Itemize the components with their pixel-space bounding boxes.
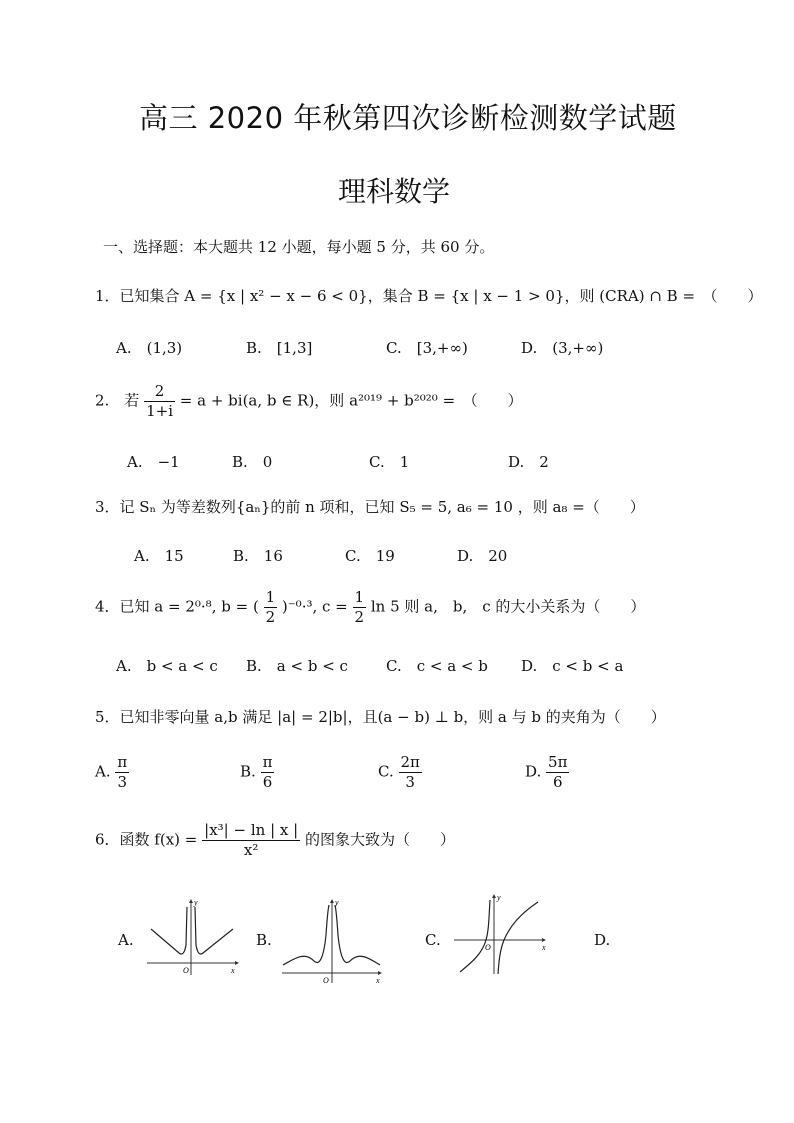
x-axis-label: x xyxy=(542,943,546,952)
graph-c xyxy=(452,890,552,976)
x-axis-arrow xyxy=(235,961,239,965)
page-title: 高三 2020 年秋第四次诊断检测数学试题 xyxy=(139,101,677,135)
question-1-option-b: B. [1,3] xyxy=(246,339,313,357)
question-1-option-c: C. [3,+∞) xyxy=(386,339,468,357)
fraction-numerator: |x³| − ln | x | xyxy=(204,821,299,839)
graph-b-label: B. xyxy=(256,931,272,949)
option-label: B. xyxy=(240,762,256,781)
graph-a xyxy=(143,895,243,977)
question-4-half-fraction xyxy=(264,590,278,625)
option-label: A. xyxy=(95,762,111,781)
question-4-option-d: D. c < b < a xyxy=(521,657,624,675)
question-1-stem: 1．已知集合 A = {x | x² − x − 6 < 0}，集合 B = {x | x − 1 > 0}，则 (CRA) ∩ B = （ ） xyxy=(95,287,763,305)
question-2-option-d: D. 2 xyxy=(508,453,549,471)
question-2-option-b: B. 0 xyxy=(232,453,273,471)
curve-right xyxy=(335,905,380,965)
question-5-option-c xyxy=(378,755,422,790)
origin-label: O xyxy=(183,966,189,975)
question-3-option-c: C. 19 xyxy=(345,547,395,565)
question-6-suffix: 的图象大致为（ ） xyxy=(304,830,455,849)
fraction-numerator: π xyxy=(262,753,273,771)
question-4-option-c: C. c < a < b xyxy=(386,657,488,675)
question-4-half-fraction-2 xyxy=(353,590,367,625)
question-3-option-a: A. 15 xyxy=(134,547,184,565)
curve-left xyxy=(460,900,490,972)
option-fraction xyxy=(546,755,569,790)
graph-a-label: A. xyxy=(118,931,134,949)
question-2-suffix: = a + bi(a, b ∈ R)，则 a²⁰¹⁹ + b²⁰²⁰ = （ ） xyxy=(179,391,523,410)
fraction-numerator: 2π xyxy=(400,753,420,771)
y-axis-label: y xyxy=(497,893,501,902)
question-4-stem xyxy=(95,590,645,625)
y-axis-label: y xyxy=(335,898,339,907)
question-5-option-d xyxy=(525,755,569,790)
graph-b xyxy=(280,895,386,985)
y-axis-arrow xyxy=(492,894,496,898)
question-1-option-d: D. (3,+∞) xyxy=(521,339,604,357)
option-fraction xyxy=(261,755,275,790)
graph-d-label: D. xyxy=(594,931,611,949)
question-2-prefix: 2. 若 xyxy=(95,391,140,410)
question-3-stem: 3．记 Sₙ 为等差数列{aₙ}的前 n 项和，已知 S₅ = 5, a₆ = 10 ，则 a₈ =（ ） xyxy=(95,498,645,516)
question-4-part-3: ln 5 则 a, b, c 的大小关系为（ ） xyxy=(370,597,646,616)
x-axis-arrow xyxy=(378,971,382,975)
origin-label: O xyxy=(485,943,491,952)
question-1-option-a: A. (1,3) xyxy=(116,339,183,357)
question-6-stem xyxy=(95,823,455,858)
section-heading: 一、选择题：本大题共 12 小题，每小题 5 分，共 60 分。 xyxy=(103,238,495,256)
question-4-part-1: 4．已知 a = 2⁰·⁸, b = ( xyxy=(95,597,259,616)
option-fraction xyxy=(399,755,422,790)
question-3-option-d: D. 20 xyxy=(457,547,508,565)
question-2-fraction xyxy=(144,384,175,419)
x-axis-label: x xyxy=(231,966,235,975)
fraction-denominator: 2 xyxy=(265,608,276,626)
question-2-option-a: A. −1 xyxy=(127,453,180,471)
origin-label: O xyxy=(323,976,329,985)
option-label: C. xyxy=(378,762,394,781)
question-2-stem xyxy=(95,384,523,419)
question-5-option-a xyxy=(95,755,129,790)
fraction-denominator: 3 xyxy=(117,773,128,791)
fraction-numerator: 1 xyxy=(354,588,365,606)
curve-left xyxy=(283,905,329,965)
question-6-fraction xyxy=(202,823,300,858)
fraction-numerator: 2 xyxy=(144,384,175,402)
fraction-numerator: 1 xyxy=(265,588,276,606)
page-subtitle: 理科数学 xyxy=(338,175,451,208)
question-6-prefix: 6．函数 f(x) = xyxy=(95,830,198,849)
curve-right xyxy=(195,907,233,954)
fraction-denominator: 2 xyxy=(354,608,365,626)
y-axis-arrow xyxy=(189,899,193,903)
fraction-denominator: 1+i xyxy=(146,402,174,420)
x-axis-label: x xyxy=(376,976,380,985)
curve-left xyxy=(151,907,187,954)
question-4-option-a: A. b < a < c xyxy=(116,657,218,675)
fraction-numerator: π xyxy=(117,753,128,771)
fraction-numerator: 5π xyxy=(548,753,568,771)
y-axis-arrow xyxy=(330,899,334,903)
x-axis-arrow xyxy=(542,938,546,942)
option-label: D. xyxy=(525,762,542,781)
question-4-option-b: B. a < b < c xyxy=(246,657,348,675)
graph-c-label: C. xyxy=(425,931,441,949)
question-2-option-c: C. 1 xyxy=(369,453,410,471)
fraction-denominator: 6 xyxy=(262,773,273,791)
question-5-option-b xyxy=(240,755,274,790)
question-5-stem: 5．已知非零向量 a,b 满足 |a| = 2|b|，且(a − b) ⊥ b，则 a 与 b 的夹角为（ ） xyxy=(95,708,666,726)
curve-right xyxy=(498,902,538,974)
fraction-denominator: 3 xyxy=(405,773,415,791)
fraction-denominator: x² xyxy=(243,841,259,859)
question-3-option-b: B. 16 xyxy=(233,547,283,565)
y-axis-label: y xyxy=(194,898,198,907)
option-fraction xyxy=(115,755,129,790)
question-4-part-2: )⁻⁰·³, c = xyxy=(281,597,348,616)
fraction-denominator: 6 xyxy=(552,773,563,791)
